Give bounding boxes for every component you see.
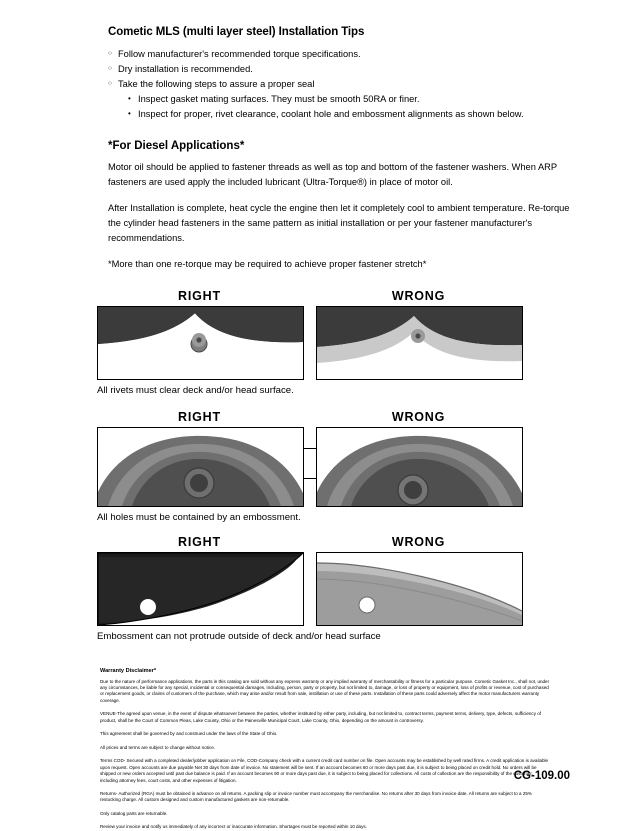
list-item: ○ Dry installation is recommended. [108,62,578,77]
list-item-label: Take the following steps to assure a proper seal [118,79,315,90]
warranty-heading: Warranty Disclaimer* [100,667,157,674]
figure-2-caption: All holes must be contained by an embossment. [97,511,301,523]
figure-2-right [97,410,302,507]
figure-3-caption-wrap [40,626,578,642]
warranty-paragraph: All prices and terms are subject to change without notice. [100,744,215,750]
figure-3-right-image [97,552,304,626]
figure-2-caption-wrap [40,507,578,523]
warranty-paragraph: VENUE-The agreed upon venue, in the event of dispute whatsoever between the parties, whether instituted by either party, including, but not limited to, contract terms, payment terms, delivery, type, defects, sufficiency of product, shall be the Court of Common Pleas, Lake County, Ohio or the Painesville Municipal Court, Lake County, Ohio, depending on the amount in controversy. [100,711,542,723]
warranty-disclaimer-section [100,668,550,831]
figure-label-wrong: WRONG [391,409,446,424]
list-item: • Inspect for proper, rivet clearance, coolant hole and embossment alignments as shown below. [128,107,578,122]
paragraph-heat-cycle: After Installation is complete, heat cycle the engine then let it completely cool to ambient temperature. Re-torque the cylinder head fasteners in the same pattern as initial installation or per your fastener manufacturer's recommendations. [108,203,570,244]
figure-row-1 [40,289,578,380]
warranty-paragraph: Due to the nature of performance applications, the parts in this catalog are sold without any express warranty or any implied warranty of merchantability or fitness for a particular purpose. Cometic Gasket Inc., shall not, under any circumstances, be liable for any special, incidental or consequential damages, including, person, party or property, but not limited to, damage, or loss of property or equipment, loss of profits or revenue, cost of purchased or replacement goods, or claims of customers of the purchase, which may arise and/or result from sale, instillation or use of these parts. Installation of these parts could adversely affect the motor manufacturers warranty coverage. [100,678,550,703]
document-number: CG-109.00 [513,770,570,782]
figure-label-wrong: WRONG [391,534,446,549]
installation-sub-list [128,92,578,122]
figure-2-wrong [316,410,521,507]
figures-section [40,289,578,642]
figure-label-right: RIGHT [178,409,221,424]
figure-label-wrong: WRONG [391,288,446,303]
paragraph-motor-oil: Motor oil should be applied to fastener threads as well as top and bottom of the fastener washers. When ARP fasteners are used apply the included lubricant (Ultra-Torque®) in place of motor oil. [108,162,557,188]
figure-2-wrong-image [316,427,523,507]
list-item [108,77,578,122]
warranty-paragraph: This agreement shall be governed by and construed under the laws of the State of Ohio. [100,731,278,737]
figure-3-right [97,535,302,626]
page-title: Cometic MLS (multi layer steel) Installation Tips [108,26,365,38]
figure-2-right-image [97,427,304,507]
retorque-note: *More than one re-torque may be required to achieve proper fastener stretch* [108,259,427,270]
figure-row-2 [40,410,578,507]
figure-1-caption: All rivets must clear deck and/or head surface. [97,384,294,396]
figure-1-right-image [97,306,304,380]
warranty-paragraph: Terms COD- Secured with a completed dealer/jobber application on File, COD-Company check with a current credit card number on file. Open accounts may be established by well rated firms. A credit application is available upon request. Open accounts are due payable Net 30 days from date of invoice. No statement will be sent. If an account becomes 60 or more days past due, it is subject to being placed on credit hold. No orders will be shipped or new orders accepted until past due balance is paid. If an account becomes 90 or more days past due, it is subject to being placed for collections. All costs of collection are the responsibility of the customer, including attorney fees, court costs, and other expenses of litigation. [100,758,549,783]
figure-label-right: RIGHT [178,288,221,303]
figure-1-wrong-image [316,306,523,380]
figure-1-right [97,289,302,380]
list-item: • Inspect gasket mating surfaces. They must be smooth 50RA or finer. [128,92,578,107]
figure-1-wrong [316,289,521,380]
diesel-applications-heading: *For Diesel Applications* [108,140,245,153]
installation-tips-list [108,47,578,122]
warranty-paragraph: Only catalog parts are returnable. [100,810,168,816]
figure-3-wrong [316,535,521,626]
warranty-paragraph: Review your invoice and notify us immediately of any incorrect or inaccurate information. Shortages must be reported within 10 days. [100,824,367,830]
figure-label-right: RIGHT [178,534,221,549]
figure-3-wrong-image [316,552,523,626]
warranty-paragraph: Returns- Authorized (RGA) must be obtained in advance on all returns. A packing slip or invoice number must accompany the merchandise. No returns after 30 days from invoice date. All returns are subject to a 25% restocking charge. All custom designed and custom manufactured gaskets are non-returnable. [100,790,532,803]
figure-1-caption-wrap [40,380,578,396]
list-item: ○ Follow manufacturer's recommended torque specifications. [108,47,578,62]
figure-row-3 [40,535,578,626]
figure-3-caption: Embossment can not protrude outside of deck and/or head surface [97,630,381,642]
